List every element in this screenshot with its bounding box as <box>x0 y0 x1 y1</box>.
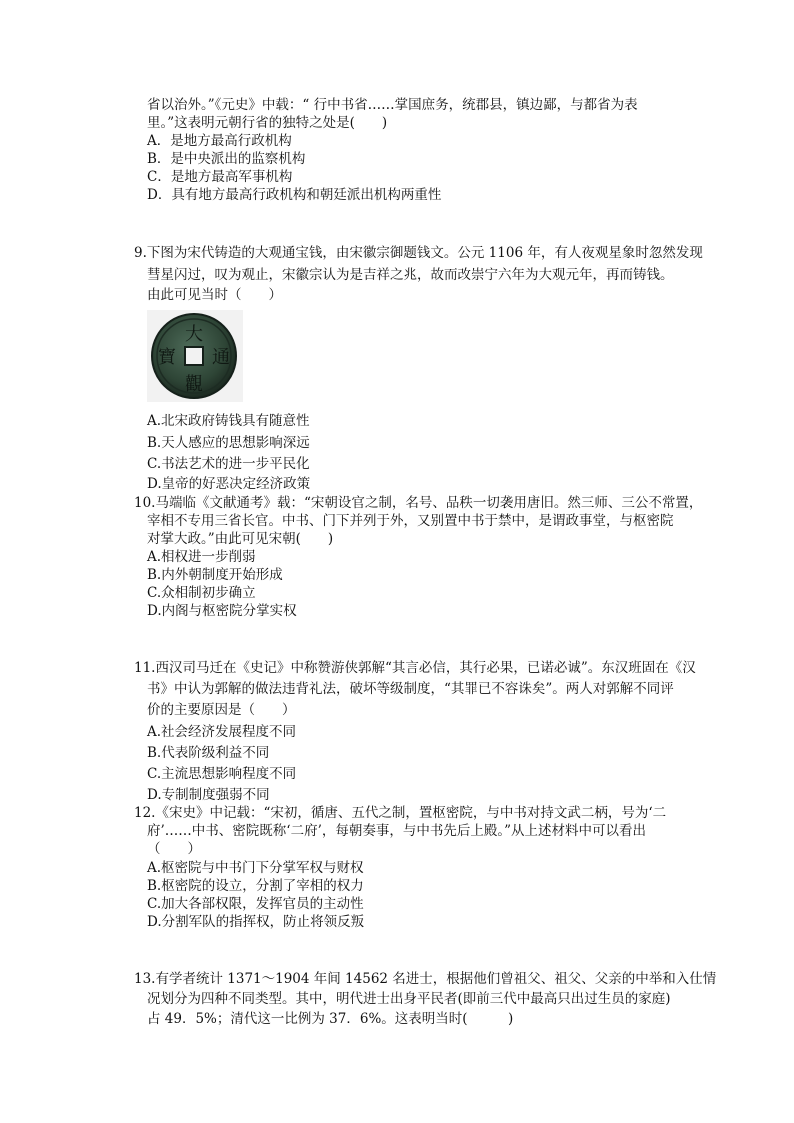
q12-option-d: D.分割军队的指挥权，防止将领反叛 <box>147 914 365 930</box>
q9-line-3: 由此可见当时（ ） <box>147 287 282 303</box>
q8-option-c: C．是地方最高军事机构 <box>147 169 293 185</box>
q10-option-c: C.众相制初步确立 <box>147 585 256 601</box>
q10-line-3: 对掌大政。”由此可见宋朝( ) <box>147 531 334 547</box>
q10-option-d: D.内阁与枢密院分掌实权 <box>147 603 297 619</box>
q11-line-2: 书》中认为郭解的做法违背礼法，破坏等级制度，“其罪已不容诛矣”。两人对郭解不同评 <box>147 681 674 697</box>
q8-option-a: A．是地方最高行政机构 <box>147 133 292 149</box>
q9-option-d: D.皇帝的好恶决定经济政策 <box>147 476 311 492</box>
q12-line-2: 府’……中书、密院既称‘二府’，每朝奏事，与中书先后上殿。”从上述材料中可以看出 <box>147 823 647 839</box>
q13-line-3: 占 49．5%；清代这一比例为 37．6%。这表明当时( ) <box>147 1011 514 1027</box>
coin-icon <box>147 310 243 402</box>
q8-option-b: B．是中央派出的监察机构 <box>147 151 306 167</box>
q13-line-2: 况划分为四种不同类型。其中，明代进士出身平民者(即前三代中最高只出过生员的家庭) <box>147 991 671 1007</box>
q12-option-c: C.加大各部权限，发挥官员的主动性 <box>147 896 364 912</box>
q12-line-1: 12.《宋史》中记载：“宋初，循唐、五代之制，置枢密院，与中书对持文武二柄，号为‘二 <box>134 805 667 821</box>
q11-line-3: 价的主要原因是（ ） <box>147 702 296 718</box>
q9-line-2: 彗星闪过，叹为观止，宋徽宗认为是吉祥之兆，故而改崇宁六年为大观元年，再而铸钱。 <box>147 267 674 283</box>
coin-char-top: 大 <box>185 324 203 345</box>
q9-option-b: B.天人感应的思想影响深远 <box>147 435 310 451</box>
q9-option-c: C.书法艺术的进一步平民化 <box>147 456 310 472</box>
q8-option-d: D．具有地方最高行政机构和朝廷派出机构两重性 <box>147 187 442 203</box>
q11-option-c: C.主流思想影响程度不同 <box>147 766 297 782</box>
q9-line-1: 9.下图为宋代铸造的大观通宝钱，由宋徽宗御题钱文。公元 1106 年，有人夜观星象时忽然发现 <box>134 245 703 261</box>
coin-char-bottom: 觀 <box>185 374 203 395</box>
coin-char-right: 通 <box>212 347 230 368</box>
q8-line-2: 里。”这表明元朝行省的独特之处是( ) <box>147 115 388 131</box>
q13-line-1: 13.有学者统计 1371～1904 年间 14562 名进士，根据他们曾祖父、祖父、父亲的中举和入仕情 <box>134 971 717 987</box>
coin-char-left: 寶 <box>158 347 176 368</box>
q9-option-a: A.北宋政府铸钱具有随意性 <box>147 413 310 429</box>
q11-line-1: 11.西汉司马迁在《史记》中称赞游侠郭解“其言必信，其行必果，已诺必诚”。东汉班固在《汉 <box>134 660 696 676</box>
q12-option-a: A.枢密院与中书门下分掌军权与财权 <box>147 860 364 876</box>
coin-image <box>147 310 243 402</box>
q12-line-3: （ ） <box>147 841 201 857</box>
q10-line-2: 宰相不专用三省长官。中书、门下并列于外，又别置中书于禁中，是谓政事堂，与枢密院 <box>147 513 674 529</box>
q10-option-a: A.相权进一步削弱 <box>147 549 256 565</box>
q8-line-1: 省以治外。”《元史》中载：“ 行中书省……掌国庶务，统郡县，镇边鄙，与都省为表 <box>147 97 638 113</box>
q11-option-d: D.专制制度强弱不同 <box>147 787 270 803</box>
q10-option-b: B.内外朝制度开始形成 <box>147 567 283 583</box>
q12-option-b: B.枢密院的设立，分割了宰相的权力 <box>147 878 364 894</box>
q11-option-a: A.社会经济发展程度不同 <box>147 724 297 740</box>
q10-line-1: 10.马端临《文献通考》载：“宋朝设官之制，名号、品秩一切袭用唐旧。然三师、三公不常置， <box>134 495 703 511</box>
q11-option-b: B.代表阶级利益不同 <box>147 745 270 761</box>
